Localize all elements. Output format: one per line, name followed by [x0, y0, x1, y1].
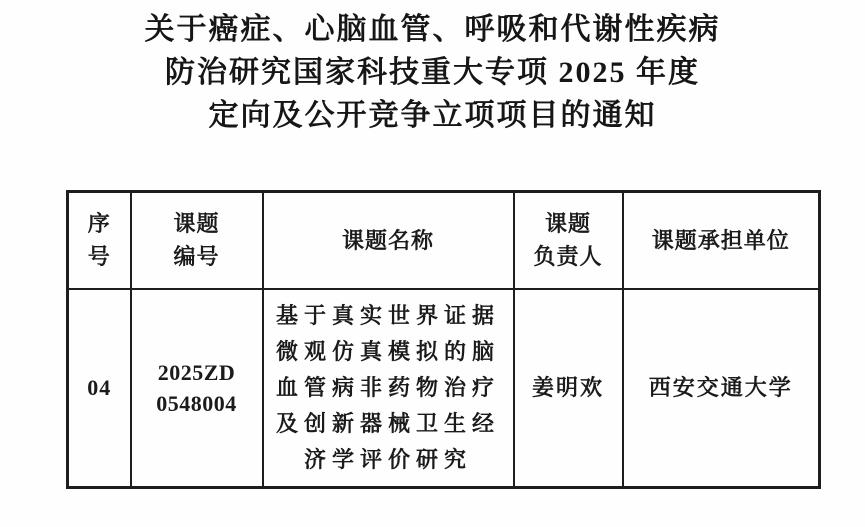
- col-header-serial: 序 号: [68, 192, 131, 289]
- table-header-row: [68, 192, 820, 289]
- col-header-project-code: 课题 编号: [131, 192, 263, 289]
- col-header-organization: 课题承担单位: [623, 192, 820, 289]
- col-header-project-name: 课题名称: [263, 192, 514, 289]
- cell-project-code: 2025ZD 0548004: [131, 289, 263, 488]
- col-header-leader: 课题 负责人: [514, 192, 623, 289]
- cell-project-leader: 姜明欢: [514, 289, 623, 488]
- cell-undertaking-organization: 西安交通大学: [623, 289, 820, 488]
- cell-project-name: 基于真实世界证据 微观仿真模拟的脑 血管病非药物治疗 及创新器械卫生经 济学评价研究: [263, 289, 514, 488]
- project-table: [66, 190, 821, 489]
- cell-serial-number: 04: [68, 289, 131, 488]
- notice-title: 关于癌症、心脑血管、呼吸和代谢性疾病 防治研究国家科技重大专项 2025 年度 定向及公开竞争立项项目的通知: [144, 13, 721, 132]
- table-row: [68, 289, 820, 488]
